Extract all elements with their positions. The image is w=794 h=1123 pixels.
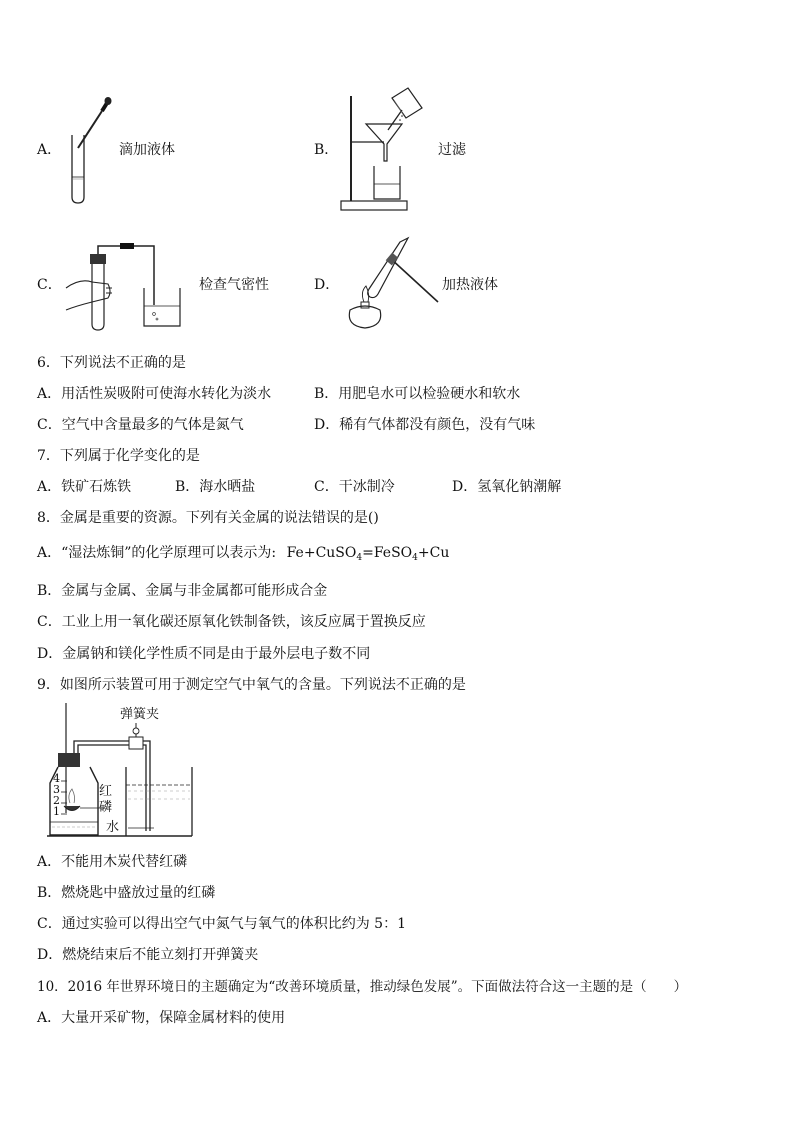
- q10-stem: 10．2016 年世界环境日的主题确定为“改善环境质量，推动绿色发展”。下面做法符合这一主题的是（ ）: [37, 979, 688, 995]
- q7-option-d: D．氢氧化钠潮解: [452, 479, 562, 495]
- option-letter: B．: [314, 142, 339, 158]
- q8-option-d: D．金属钠和镁化学性质不同是由于最外层电子数不同: [37, 646, 371, 662]
- oxygen-measurement-apparatus: [44, 703, 194, 843]
- option-letter: D．: [314, 277, 340, 293]
- dropper-test-tube-figure: [62, 93, 114, 208]
- q9-option-c: C．通过实验可以得出空气中氮气与氧气的体积比约为 5：1: [37, 916, 406, 932]
- heating-liquid-figure: [338, 236, 443, 336]
- q10-option-a: A．大量开采矿物，保障金属材料的使用: [37, 1010, 286, 1026]
- scale-mark-2: 2: [53, 794, 60, 807]
- q7-stem: 7．下列属于化学变化的是: [37, 448, 200, 464]
- q9-stem: 9．如图所示装置可用于测定空气中氧气的含量。下列说法不正确的是: [37, 677, 466, 693]
- q8-option-c: C．工业上用一氧化碳还原氧化铁制备铁，该反应属于置换反应: [37, 614, 426, 630]
- scale-mark-3: 3: [53, 783, 60, 796]
- option-letter: C．: [37, 277, 62, 293]
- option-caption: 滴加液体: [119, 142, 175, 158]
- option-caption: 加热液体: [442, 277, 498, 293]
- q7-option-b: B．海水晒盐: [175, 479, 256, 495]
- airtightness-check-figure: [62, 240, 192, 335]
- q6-stem: 6．下列说法不正确的是: [37, 355, 186, 371]
- q7-option-c: C．干冰制冷: [314, 479, 395, 495]
- q8-option-a: [37, 544, 449, 567]
- q9-option-b: B．燃烧匙中盛放过量的红磷: [37, 885, 216, 901]
- q9-option-d: D．燃烧结束后不能立刻打开弹簧夹: [37, 947, 259, 963]
- option-caption: 过滤: [438, 142, 466, 158]
- scale-mark-1: 1: [53, 805, 60, 818]
- q6-option-d: D．稀有气体都没有颜色，没有气味: [314, 417, 536, 433]
- q8-stem: 8．金属是重要的资源。下列有关金属的说法错误的是(): [37, 510, 379, 526]
- option-caption: 检查气密性: [199, 277, 269, 293]
- q7-option-a: A．铁矿石炼铁: [37, 479, 132, 495]
- q6-option-b: B．用肥皂水可以检验硬水和软水: [314, 386, 521, 402]
- q6-option-c: C．空气中含量最多的气体是氮气: [37, 417, 244, 433]
- label-red-phosphorus-1: 红: [99, 784, 113, 799]
- q8-equation: Fe+CuSO$_4$=FeSO$_4$+Cu: [286, 545, 450, 563]
- option-letter: A．: [37, 142, 62, 158]
- label-water: 水: [106, 820, 120, 835]
- q8-option-a-text: A．“湿法炼铜”的化学原理可以表示为:: [37, 545, 277, 561]
- label-spring-clamp: 弹簧夹: [120, 707, 160, 722]
- filtration-apparatus-figure: [338, 86, 428, 214]
- q6-option-a: A．用活性炭吸附可使海水转化为淡水: [37, 386, 272, 402]
- scale-mark-4: 4: [53, 772, 60, 785]
- label-red-phosphorus-2: 磷: [99, 800, 113, 815]
- q9-option-a: A．不能用木炭代替红磷: [37, 854, 188, 870]
- q8-option-b: B．金属与金属、金属与非金属都可能形成合金: [37, 583, 328, 599]
